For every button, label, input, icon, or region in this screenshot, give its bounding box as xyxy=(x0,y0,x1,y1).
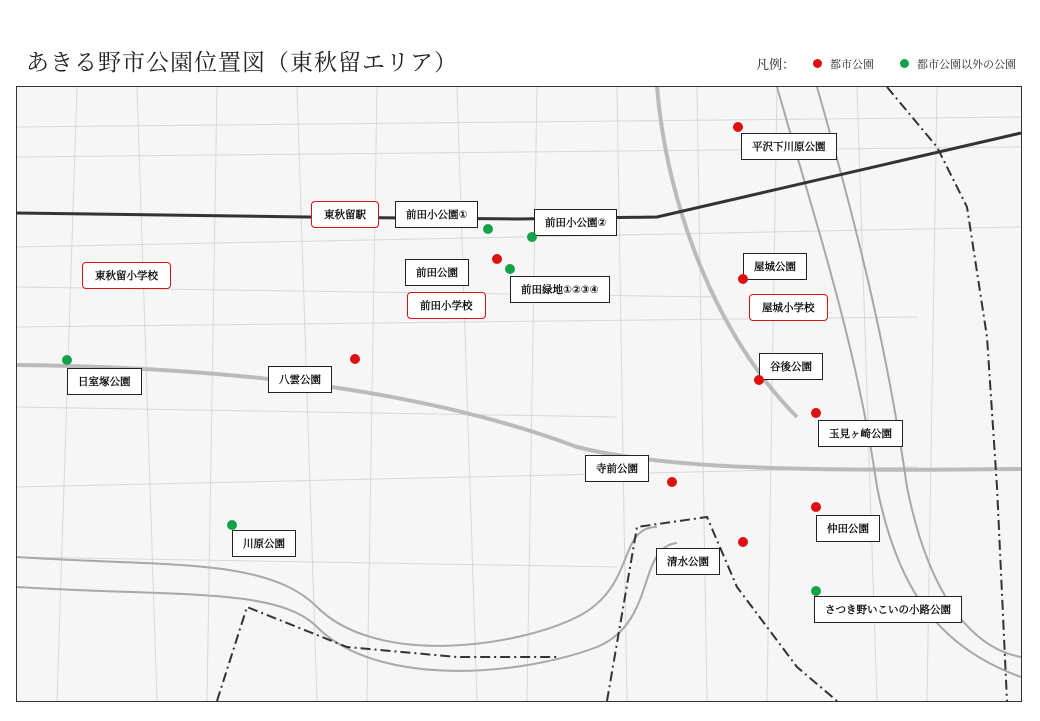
park-label-maeda-ryokuchi[interactable]: 前田緑地①②③④ xyxy=(510,276,610,303)
legend-other-park-text: 都市公園以外の公園 xyxy=(917,57,1016,71)
school-label-yashiro[interactable]: 屋城小学校 xyxy=(749,294,828,321)
park-label-satsukino[interactable]: さつき野いこいの小路公園 xyxy=(814,596,962,623)
map-area[interactable] xyxy=(16,86,1022,702)
city-park-marker-yago[interactable] xyxy=(754,375,764,385)
city-park-marker-teramae[interactable] xyxy=(667,477,677,487)
park-label-maeda-sho-2[interactable]: 前田小公園② xyxy=(534,209,617,236)
park-label-nakada[interactable]: 仲田公園 xyxy=(816,515,880,542)
city-park-marker-maeda[interactable] xyxy=(492,254,502,264)
park-label-maeda-sho-1[interactable]: 前田小公園① xyxy=(395,201,478,228)
other-park-marker-maeda-sho-2[interactable] xyxy=(527,232,537,242)
legend-city-park-text: 都市公園 xyxy=(830,57,874,71)
legend-city-park-marker xyxy=(813,59,822,68)
park-label-kawara[interactable]: 川原公園 xyxy=(232,530,296,557)
park-label-maeda[interactable]: 前田公園 xyxy=(405,259,469,286)
city-park-marker-yakumo[interactable] xyxy=(350,354,360,364)
other-park-marker-himurozuka[interactable] xyxy=(62,355,72,365)
city-park-marker-yashiro[interactable] xyxy=(738,274,748,284)
park-label-yakumo[interactable]: 八雲公園 xyxy=(268,366,332,393)
other-park-marker-kawara[interactable] xyxy=(227,520,237,530)
legend xyxy=(756,54,1016,73)
legend-other-park-marker xyxy=(900,59,909,68)
park-label-himurozuka[interactable]: 日室塚公園 xyxy=(67,368,142,395)
school-label-higashi-akiru[interactable]: 東秋留小学校 xyxy=(82,262,171,289)
other-park-marker-maeda-ryokuchi[interactable] xyxy=(505,264,515,274)
page-title: あきる野市公園位置図（東秋留エリア） xyxy=(26,50,458,76)
school-label-maeda[interactable]: 前田小学校 xyxy=(407,292,486,319)
city-park-marker-hirasawa[interactable] xyxy=(733,122,743,132)
other-park-marker-satsukino[interactable] xyxy=(811,586,821,596)
park-label-tamamigasaki[interactable]: 玉見ヶ崎公園 xyxy=(818,420,903,447)
station-label-higashi-akiru[interactable]: 東秋留駅 xyxy=(311,201,379,228)
other-park-marker-maeda-sho-1[interactable] xyxy=(483,224,493,234)
park-label-yashiro[interactable]: 屋城公園 xyxy=(743,253,807,280)
park-label-shimizu[interactable]: 清水公園 xyxy=(656,548,720,575)
park-label-teramae[interactable]: 寺前公園 xyxy=(585,455,649,482)
city-park-marker-nakada[interactable] xyxy=(811,502,821,512)
city-park-marker-tamamigasaki[interactable] xyxy=(811,408,821,418)
legend-label: 凡例： xyxy=(755,58,795,73)
city-park-marker-shimizu[interactable] xyxy=(738,537,748,547)
park-label-hirasawa-shimokawara[interactable]: 平沢下川原公園 xyxy=(741,133,837,160)
park-label-yago[interactable]: 谷後公園 xyxy=(759,353,823,380)
